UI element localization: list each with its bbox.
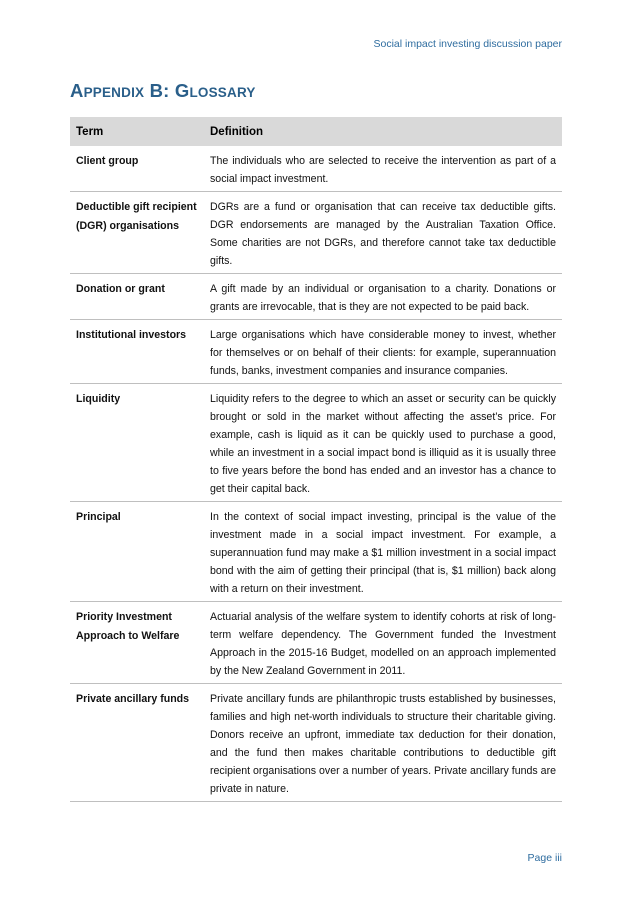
- table-row: [70, 684, 562, 802]
- glossary-term: Client group: [70, 146, 204, 192]
- table-row: [70, 192, 562, 274]
- table-row: [70, 502, 562, 602]
- column-header-term: Term: [70, 117, 204, 146]
- page-title: APPENDIX B: GLOSSARY: [70, 80, 256, 101]
- running-head: Social impact investing discussion paper: [373, 38, 562, 50]
- glossary-term: Deductible gift recipient (DGR) organisations: [70, 192, 204, 274]
- glossary-definition: Private ancillary funds are philanthropic trusts established by businesses, families and high net-worth individuals to structure their charitable giving. Donors receive an upfront, immediate tax deduction for their donation, and the fund then makes charitable contributions to deductible gift recipient organisations over a number of years. Private ancillary funds are private in nature.: [204, 684, 562, 802]
- glossary-table: [70, 117, 562, 802]
- glossary-term: Donation or grant: [70, 274, 204, 320]
- table-row: [70, 602, 562, 684]
- glossary-term: Private ancillary funds: [70, 684, 204, 802]
- glossary-term: Priority Investment Approach to Welfare: [70, 602, 204, 684]
- glossary-term: Principal: [70, 502, 204, 602]
- table-row: [70, 384, 562, 502]
- glossary-definition: A gift made by an individual or organisation to a charity. Donations or grants are irrevocable, that is they are not expected to be paid back.: [204, 274, 562, 320]
- table-row: [70, 146, 562, 192]
- column-header-definition: Definition: [204, 117, 562, 146]
- glossary-term: Institutional investors: [70, 320, 204, 384]
- table-row: [70, 320, 562, 384]
- glossary-definition: Actuarial analysis of the welfare system to identify cohorts at risk of long-term welfare dependency. The Government funded the Investment Approach in the 2015-16 Budget, modelled on an approach implemented by the New Zealand Government in 2011.: [204, 602, 562, 684]
- glossary-definition: The individuals who are selected to receive the intervention as part of a social impact investment.: [204, 146, 562, 192]
- page-number: Page iii: [527, 852, 562, 864]
- glossary-definition: In the context of social impact investing, principal is the value of the investment made in a social impact investment. For example, a superannuation fund may make a $1 million investment in a social impact bond with the aim of getting their principal (that is, $1 million) back along with a return on their investment.: [204, 502, 562, 602]
- table-row: [70, 274, 562, 320]
- glossary-term: Liquidity: [70, 384, 204, 502]
- glossary-definition: Liquidity refers to the degree to which an asset or security can be quickly brought or sold in the market without affecting the asset’s price. For example, cash is liquid as it can be quickly used to purchase a good, while an investment in a social impact bond is illiquid as it is usually three to five years before the bond has ended and an investor has a chance to get their capital back.: [204, 384, 562, 502]
- glossary-definition: DGRs are a fund or organisation that can receive tax deductible gifts. DGR endorsements are managed by the Australian Taxation Office. Some charities are not DGRs, and therefore cannot take tax deductible gifts.: [204, 192, 562, 274]
- table-header-row: [70, 117, 562, 146]
- glossary-definition: Large organisations which have considerable money to invest, whether for themselves or on behalf of their clients: for example, superannuation funds, banks, investment companies and insurance companies.: [204, 320, 562, 384]
